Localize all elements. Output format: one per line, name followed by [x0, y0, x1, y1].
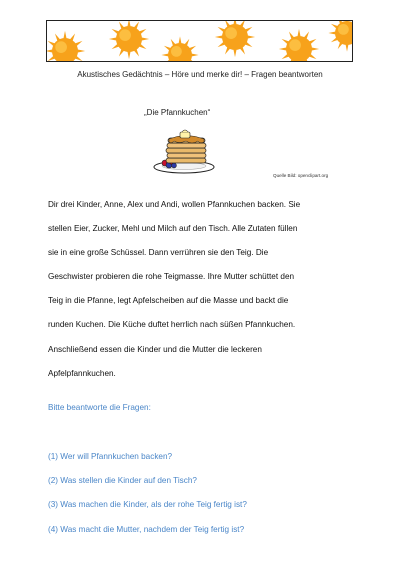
sun-icon	[215, 21, 255, 57]
pancake-stack-icon	[152, 126, 216, 176]
story-line: Teig in die Pfanne, legt Apfelscheiben auf die Masse und backt die	[48, 296, 289, 306]
worksheet-subtitle: Akustisches Gedächtnis – Höre und merke dir! – Fragen beantworten	[77, 70, 323, 79]
question-item: (1) Wer will Pfannkuchen backen?	[48, 452, 173, 461]
sun-icon	[109, 21, 149, 59]
question-list	[48, 445, 247, 542]
sun-icon	[328, 21, 353, 52]
sun-banner	[46, 20, 353, 62]
image-credit: Quelle Bild: openclipart.org	[273, 173, 329, 178]
story-line: Apfelpfannkuchen.	[48, 368, 116, 378]
story-line: Geschwister probieren die rohe Teigmasse. Ihre Mutter schüttet den	[48, 272, 295, 282]
story-line: sie in eine große Schüssel. Dann verrühren sie den Teig. Die	[48, 248, 269, 258]
sun-icon	[279, 29, 319, 62]
story-line: runden Kuchen. Die Küche duftet herrlich nach süßen Pfannkuchen.	[48, 320, 296, 330]
story-line: Dir drei Kinder, Anne, Alex und Andi, wollen Pfannkuchen backen. Sie	[48, 200, 301, 209]
story-line: Anschließend essen die Kinder und die Mutter die leckeren	[48, 344, 262, 354]
question-item: (3) Was machen die Kinder, als der rohe Teig fertig ist?	[48, 500, 247, 510]
story-line: stellen Eier, Zucker, Mehl und Milch auf den Tisch. Alle Zutaten füllen	[48, 224, 298, 234]
story-title: „Die Pfannkuchen“	[144, 108, 211, 117]
question-item: (4) Was macht die Mutter, nachdem der Teig fertig ist?	[48, 524, 245, 534]
story-text	[48, 193, 358, 386]
sun-icon	[47, 31, 85, 62]
question-prompt: Bitte beantworte die Fragen:	[48, 403, 151, 412]
sun-icon	[161, 36, 198, 62]
question-item: (2) Was stellen die Kinder auf den Tisch?	[48, 476, 197, 486]
